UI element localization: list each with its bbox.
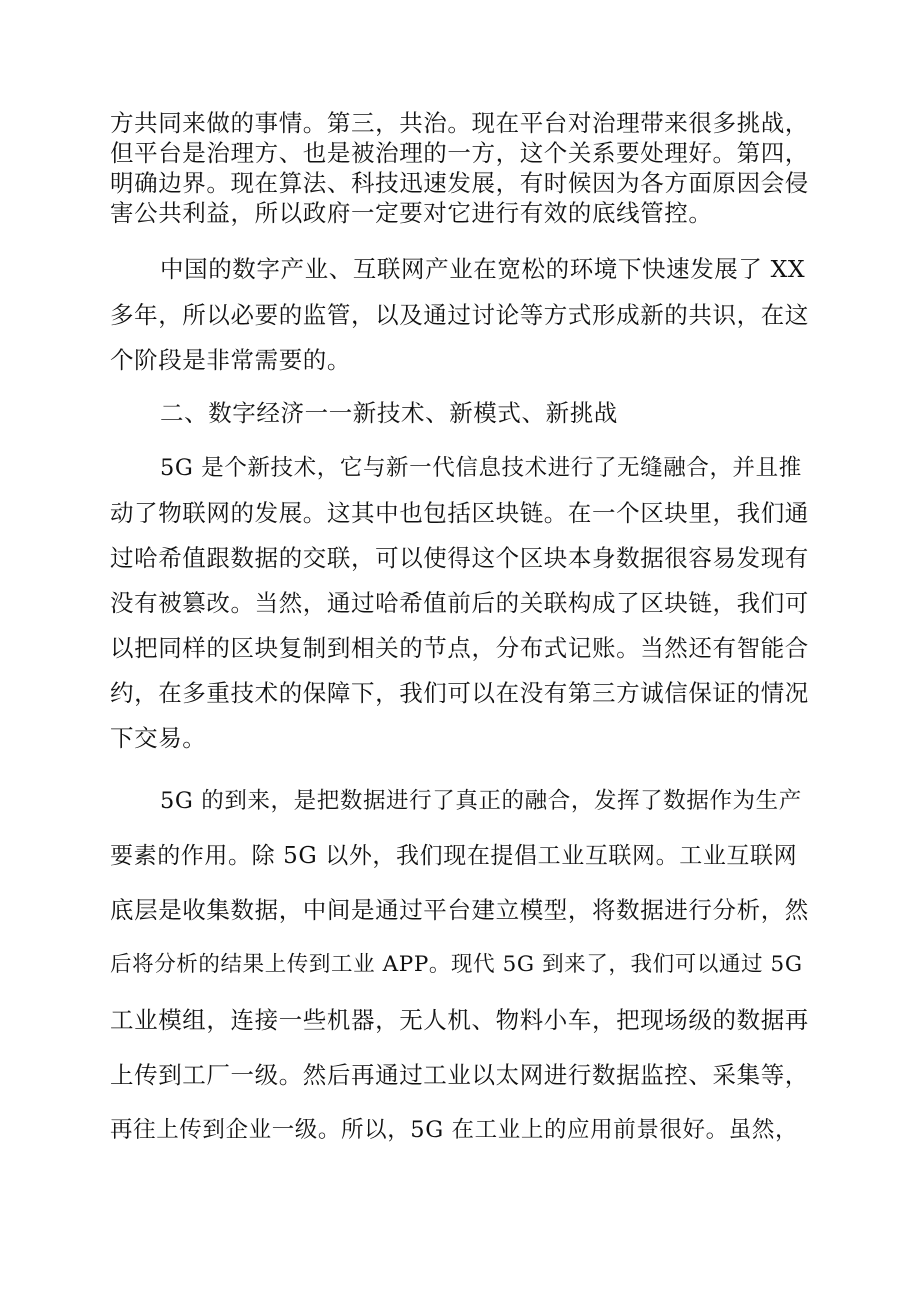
text-line: 下交易。	[110, 724, 207, 752]
text-line: 没有被篡改。当然，通过哈希值前后的关联构成了区块链，我们可	[110, 589, 809, 617]
text-line: 多年，所以必要的监管，以及通过讨论等方式形成新的共识，在这	[110, 301, 809, 329]
text-line: 后将分析的结果上传到工业 APP。现代 5G 到来了，我们可以通过 5G	[110, 952, 803, 977]
text-line: 要素的作用。除 5G 以外，我们现在提倡工业互联网。工业互联网	[110, 843, 798, 869]
section-heading: 二、数字经济一一新技术、新模式、新挑战	[160, 399, 618, 427]
text-line: 约，在多重技术的保障下，我们可以在没有第三方诚信保证的情况	[110, 679, 809, 707]
text-line: 个阶段是非常需要的。	[110, 346, 351, 374]
text-line: 中国的数字产业、互联网产业在宽松的环境下快速发展了 XX	[160, 255, 806, 283]
text-line: 底层是收集数据，中间是通过平台建立模型，将数据进行分析，然	[110, 896, 809, 924]
text-line: 方共同来做的事情。第三，共治。现在平台对治理带来很多挑战，	[110, 109, 809, 137]
text-line: 以把同样的区块复制到相关的节点，分布式记账。当然还有智能合	[110, 634, 809, 662]
text-line: 害公共利益，所以政府一定要对它进行有效的底线管控。	[110, 199, 713, 227]
text-line: 动了物联网的发展。这其中也包括区块链。在一个区块里，我们通	[110, 499, 809, 527]
text-line: 工业模组，连接一些机器，无人机、物料小车，把现场级的数据再	[110, 1006, 809, 1034]
text-line: 5G 是个新技术，它与新一代信息技术进行了无缝融合，并且推	[160, 455, 802, 481]
text-line: 明确边界。现在算法、科技迅速发展，有时候因为各方面原因会侵	[110, 169, 809, 197]
text-line: 上传到工厂一级。然后再通过工业以太网进行数据监控、采集等，	[110, 1061, 809, 1089]
text-line: 5G 的到来，是把数据进行了真正的融合，发挥了数据作为生产	[160, 788, 802, 814]
text-line: 过哈希值跟数据的交联，可以使得这个区块本身数据很容易发现有	[110, 544, 809, 572]
text-line: 再往上传到企业一级。所以，5G 在工业上的应用前景很好。虽然，	[110, 1117, 799, 1143]
text-line: 但平台是治理方、也是被治理的一方，这个关系要处理好。第四，	[110, 139, 809, 167]
